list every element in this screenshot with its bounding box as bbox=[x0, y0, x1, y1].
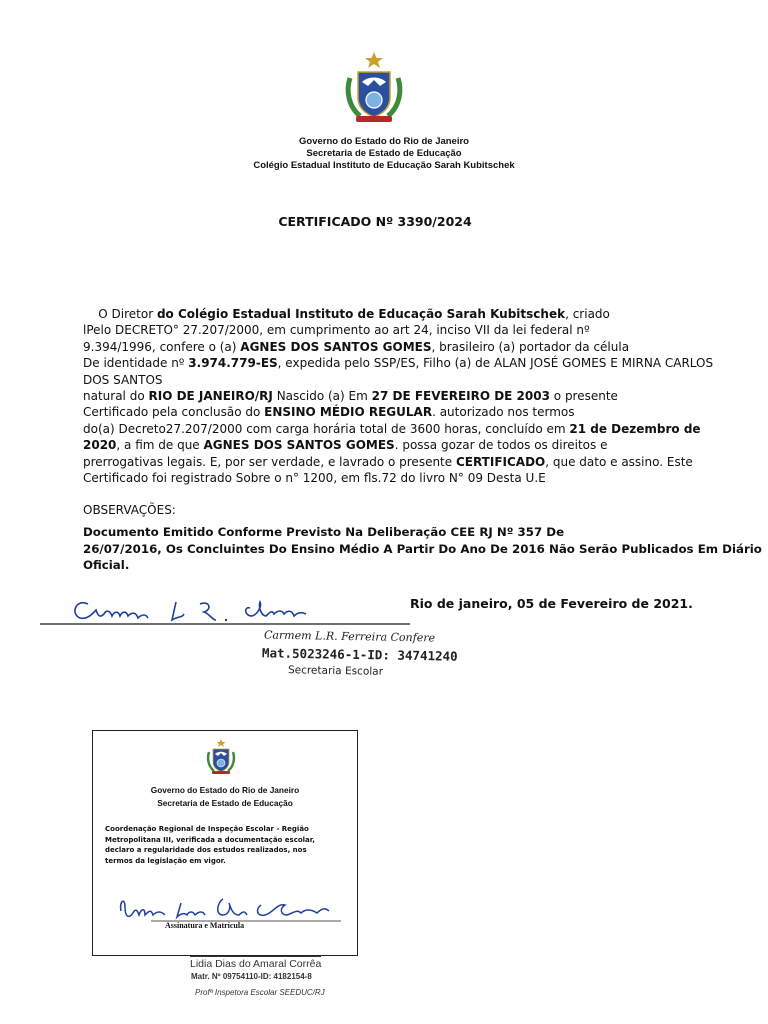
header-government: Governo do Estado do Rio de Janeiro bbox=[299, 136, 469, 147]
inspector-stamp-id: Matr. Nº 09754110-ID: 4182154-8 bbox=[191, 972, 312, 981]
observations-label: OBSERVAÇÕES: bbox=[83, 503, 176, 517]
body-line-6: natural do RIO DE JANEIRO/RJ Nascido (a) Em 27 DE FEVEREIRO DE 2003 o presente bbox=[83, 389, 618, 404]
observations-line-3: Oficial. bbox=[83, 558, 130, 572]
body-line-1: O Diretor do Colégio Estadual Instituto de Educação Sarah Kubitschek, criado bbox=[98, 307, 610, 321]
header-school: Colégio Estadual Instituto de Educação Sarah Kubitschek bbox=[253, 160, 515, 171]
box-text-line-3: declaro a regularidade dos estudos realizados, nos bbox=[105, 846, 307, 854]
observations-text bbox=[83, 524, 762, 574]
header-secretariat: Secretaria de Estado de Educação bbox=[306, 148, 462, 159]
secretary-stamp-id: Mat.5023246-1-ID: 34741240 bbox=[261, 645, 458, 664]
inspection-verification-box bbox=[92, 730, 358, 956]
box-text-line-4: termos da legislação em vigor. bbox=[105, 856, 226, 865]
certificate-title: CERTIFICADO Nº 3390/2024 bbox=[278, 214, 472, 229]
observations-line-2: 26/07/2016, Os Concluintes Do Ensino Médio A Partir Do Ano De 2016 Não Serão Publicados Em Diário bbox=[83, 541, 762, 556]
body-line-3: 9.394/1996, confere o (a) AGNES DOS SANTOS GOMES, brasileiro (a) portador da célula bbox=[83, 339, 630, 354]
box-text-line-1: Coordenação Regional de Inspeção Escolar - Região bbox=[105, 825, 309, 833]
body-line-11: Certificado foi registrado Sobre o n° 1200, em fls.72 do livro N° 09 Desta U.E bbox=[83, 471, 546, 486]
body-line-9: 2020, a fim de que AGNES DOS SANTOS GOMES. possa gozar de todos os direitos e bbox=[83, 438, 608, 453]
body-line-10: prerrogativas legais. E, por ser verdade, e lavrado o presente CERTIFICADO, que dato e assino. Este bbox=[83, 454, 693, 469]
observations-line-1: Documento Emitido Conforme Previsto Na Deliberação CEE RJ Nº 357 De bbox=[83, 525, 565, 539]
secretary-stamp-role: Secretaria Escolar bbox=[287, 664, 384, 678]
state-coat-of-arms-icon bbox=[338, 50, 410, 126]
place-and-date: Rio de janeiro, 05 de Fevereiro de 2021. bbox=[410, 596, 693, 611]
body-line-2: lPelo DECRETO° 27.207/2000, em cumprimento ao art 24, inciso VII da lei federal nº bbox=[83, 323, 590, 338]
secretary-stamp-name: Carmem L.R. Ferreira Confere bbox=[263, 628, 436, 645]
inspector-stamp-name: Lidia Dias do Amaral Corrêa bbox=[190, 958, 322, 970]
box-header-secretariat: Secretaria de Estado de Educação bbox=[157, 798, 293, 808]
certificate-body bbox=[83, 306, 733, 486]
inspector-stamp-role: Profª Inspetora Escolar SEEDUC/RJ bbox=[195, 988, 325, 997]
box-text-line-2: Metropolitana III, verificada a documentação escolar, bbox=[105, 835, 315, 844]
body-line-4: De identidade nº 3.974.779-ES, expedida pelo SSP/ES, Filho (a) de ALAN JOSÉ GOMES E MIRNA CARLOS bbox=[83, 356, 714, 371]
body-line-8: do(a) Decreto27.207/2000 com carga horária total de 3600 horas, concluído em 21 de Dezembro de bbox=[83, 421, 701, 436]
box-header-government: Governo do Estado do Rio de Janeiro bbox=[150, 785, 300, 795]
body-line-5: DOS SANTOS bbox=[83, 372, 163, 387]
secretary-signature bbox=[40, 592, 410, 632]
box-signature-caption: Assinatura e Matrícula bbox=[165, 921, 245, 930]
box-coat-of-arms-icon bbox=[203, 737, 239, 777]
body-line-7: Certificado pela conclusão do ENSINO MÉDIO REGULAR. autorizado nos termos bbox=[83, 405, 575, 420]
box-verification-text bbox=[105, 824, 350, 866]
